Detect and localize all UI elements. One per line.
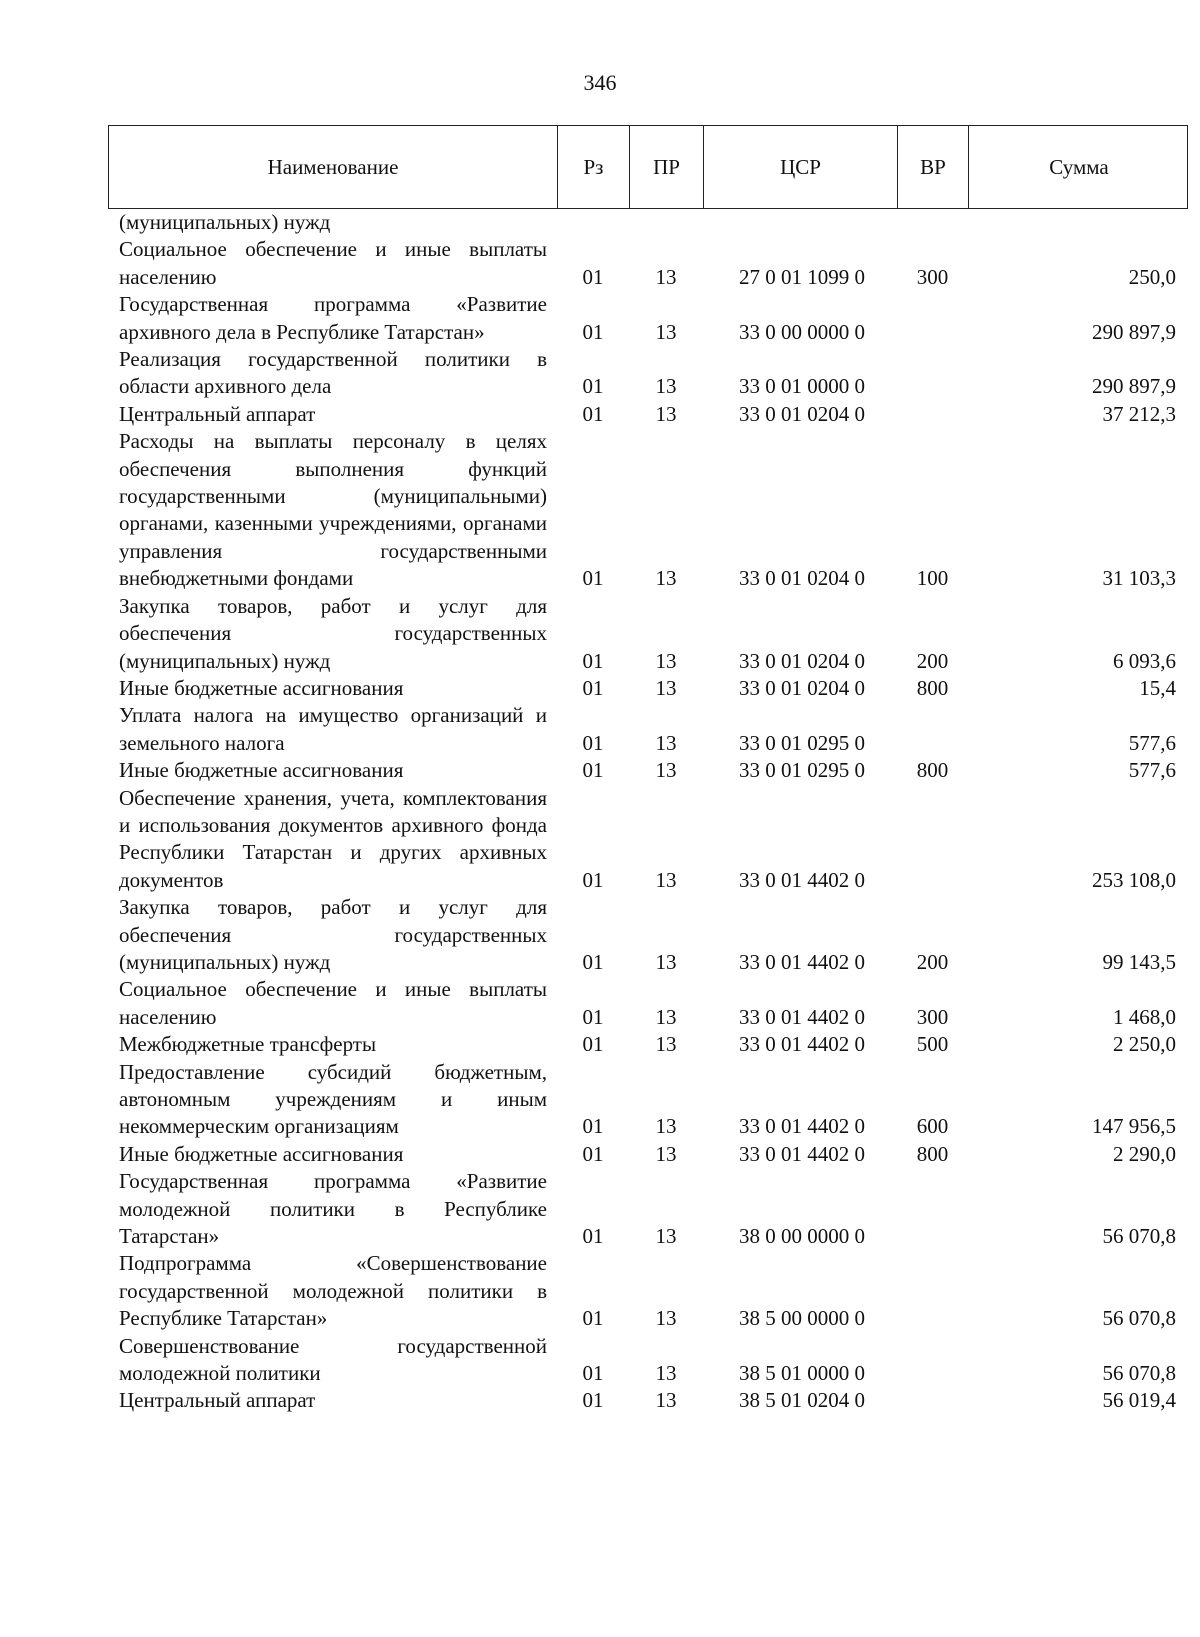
cell-csr: 33 0 01 4402 0 xyxy=(739,867,865,892)
cell-pr: 13 xyxy=(655,1388,677,1413)
cell-pr: 13 xyxy=(655,758,677,783)
header-name: Наименование xyxy=(109,126,558,208)
table-row xyxy=(108,291,1188,346)
cell-rz: 01 xyxy=(582,1032,604,1057)
cell-name: Расходы на выплаты персоналу в целях обеспечения выполнения функций государственными (муниципальными) органами, казенными учреждениями, органами управления государственными внебюджетными фондами xyxy=(119,429,547,591)
cell-name: Государственная программа «Развитие архивного дела в Республике Татарстан» xyxy=(119,292,547,344)
cell-vr: 300 xyxy=(916,1004,949,1029)
table-row xyxy=(108,593,1188,675)
cell-pr: 13 xyxy=(655,1361,677,1386)
cell-sum: 577,6 xyxy=(1128,730,1176,755)
cell-pr: 13 xyxy=(655,264,677,289)
cell-rz: 01 xyxy=(582,374,604,399)
cell-name: Совершенствование государственной молодежной политики xyxy=(119,1333,547,1386)
cell-pr: 13 xyxy=(655,675,677,700)
cell-csr: 33 0 01 4402 0 xyxy=(739,1141,865,1166)
cell-pr: 13 xyxy=(655,1114,677,1139)
cell-vr: 600 xyxy=(916,1114,949,1139)
cell-vr: 800 xyxy=(916,1141,949,1166)
header-csr: ЦСР xyxy=(704,126,898,208)
cell-csr: 33 0 01 0204 0 xyxy=(739,566,865,591)
table-row xyxy=(108,428,1188,592)
cell-pr: 13 xyxy=(655,648,677,673)
cell-csr: 38 5 01 0000 0 xyxy=(739,1361,865,1386)
cell-sum: 56 070,8 xyxy=(1102,1361,1176,1386)
table-row xyxy=(108,401,1188,428)
cell-pr: 13 xyxy=(655,566,677,591)
cell-rz: 01 xyxy=(582,730,604,755)
table-row xyxy=(108,346,1188,401)
cell-name: Социальное обеспечение и иные выплаты населению xyxy=(119,237,547,289)
cell-sum: 56 019,4 xyxy=(1102,1388,1176,1413)
cell-csr: 33 0 01 0295 0 xyxy=(739,730,865,755)
cell-rz: 01 xyxy=(582,675,604,700)
table-header xyxy=(108,125,1188,209)
cell-pr: 13 xyxy=(655,1224,677,1249)
cell-name: Обеспечение хранения, учета, комплектования и использования документов архивного фонда Республики Татарстан и других архивных документов xyxy=(119,785,547,892)
cell-vr: 200 xyxy=(916,949,949,974)
cell-name: Реализация государственной политики в области архивного дела xyxy=(119,347,547,399)
cell-name: Закупка товаров, работ и услуг для обеспечения государственных (муниципальных) нужд xyxy=(119,895,547,974)
cell-pr: 13 xyxy=(655,1032,677,1057)
cell-csr: 33 0 00 0000 0 xyxy=(739,319,865,344)
table-row xyxy=(108,894,1188,976)
table-row xyxy=(108,1059,1188,1141)
cell-name: Центральный аппарат xyxy=(119,1388,316,1413)
cell-vr: 300 xyxy=(916,264,949,289)
table-row xyxy=(108,1168,1188,1250)
header-vr: ВР xyxy=(898,126,969,208)
cell-csr: 33 0 01 4402 0 xyxy=(739,1004,865,1029)
cell-vr: 800 xyxy=(916,675,949,700)
cell-csr: 33 0 01 0204 0 xyxy=(739,675,865,700)
cell-name: Государственная программа «Развитие молодежной политики в Республике Татарстан» xyxy=(119,1169,547,1249)
cell-rz: 01 xyxy=(582,401,604,426)
cell-sum: 56 070,8 xyxy=(1102,1224,1176,1249)
cell-sum: 2 290,0 xyxy=(1113,1141,1176,1166)
cell-rz: 01 xyxy=(582,319,604,344)
header-sum: Сумма xyxy=(1049,154,1109,179)
cell-pr: 13 xyxy=(655,730,677,755)
table-row xyxy=(108,675,1188,702)
cell-rz: 01 xyxy=(582,566,604,591)
cell-pr: 13 xyxy=(655,319,677,344)
cell-name: (муниципальных) нужд xyxy=(119,210,331,234)
cell-vr: 200 xyxy=(916,648,949,673)
cell-csr: 33 0 01 4402 0 xyxy=(739,949,865,974)
cell-name: Уплата налога на имущество организаций и земельного налога xyxy=(119,703,547,755)
cell-sum: 250,0 xyxy=(1128,264,1176,289)
cell-sum: 37 212,3 xyxy=(1102,401,1176,426)
cell-sum: 2 250,0 xyxy=(1113,1032,1176,1057)
cell-pr: 13 xyxy=(655,949,677,974)
cell-name: Предоставление субсидий бюджетным, автономным учреждениям и иным некоммерческим организациям xyxy=(119,1059,547,1139)
table-row xyxy=(108,1333,1188,1388)
cell-pr: 13 xyxy=(655,374,677,399)
table-row xyxy=(108,785,1188,895)
cell-name: Социальное обеспечение и иные выплаты населению xyxy=(119,977,547,1029)
table-row xyxy=(108,1387,1188,1414)
table-row xyxy=(108,757,1188,784)
cell-vr: 800 xyxy=(916,758,949,783)
cell-name: Центральный аппарат xyxy=(119,401,316,426)
cell-rz: 01 xyxy=(582,1224,604,1249)
cell-vr: 500 xyxy=(916,1032,949,1057)
cell-sum: 290 897,9 xyxy=(1092,374,1176,399)
table-row xyxy=(108,976,1188,1031)
cell-csr: 38 5 01 0204 0 xyxy=(739,1388,865,1413)
cell-pr: 13 xyxy=(655,1141,677,1166)
table-row xyxy=(108,1250,1188,1332)
cell-csr: 27 0 01 1099 0 xyxy=(739,264,865,289)
cell-rz: 01 xyxy=(582,1306,604,1331)
cell-rz: 01 xyxy=(582,648,604,673)
cell-csr: 38 0 00 0000 0 xyxy=(739,1224,865,1249)
cell-csr: 33 0 01 0295 0 xyxy=(739,758,865,783)
cell-sum: 577,6 xyxy=(1128,758,1176,783)
cell-sum: 147 956,5 xyxy=(1092,1114,1176,1139)
cell-name: Закупка товаров, работ и услуг для обеспечения государственных (муниципальных) нужд xyxy=(119,593,547,673)
cell-name: Подпрограмма «Совершенствование государственной молодежной политики в Республике Татарстан» xyxy=(119,1251,547,1331)
header-pr: ПР xyxy=(630,126,704,208)
table-row xyxy=(108,1031,1188,1058)
cell-rz: 01 xyxy=(582,264,604,289)
cell-pr: 13 xyxy=(655,401,677,426)
cell-sum: 56 070,8 xyxy=(1102,1306,1176,1331)
cell-sum: 1 468,0 xyxy=(1113,1004,1176,1029)
cell-rz: 01 xyxy=(582,1141,604,1166)
cell-sum: 15,4 xyxy=(1139,675,1176,700)
table-row xyxy=(108,209,1188,236)
cell-csr: 38 5 00 0000 0 xyxy=(739,1306,865,1331)
cell-sum: 6 093,6 xyxy=(1113,648,1176,673)
cell-csr: 33 0 01 0204 0 xyxy=(739,648,865,673)
cell-csr: 33 0 01 0000 0 xyxy=(739,374,865,399)
cell-csr: 33 0 01 0204 0 xyxy=(739,401,865,426)
cell-rz: 01 xyxy=(582,1004,604,1029)
cell-name: Иные бюджетные ассигнования xyxy=(119,1141,404,1166)
cell-name: Иные бюджетные ассигнования xyxy=(119,758,404,783)
cell-sum: 253 108,0 xyxy=(1092,867,1176,892)
table-body xyxy=(108,209,1188,1415)
page-number: 346 xyxy=(583,70,617,95)
cell-rz: 01 xyxy=(582,949,604,974)
header-rz: Рз xyxy=(558,126,630,208)
table-row xyxy=(108,236,1188,291)
cell-csr: 33 0 01 4402 0 xyxy=(739,1114,865,1139)
cell-sum: 99 143,5 xyxy=(1102,949,1176,974)
cell-pr: 13 xyxy=(655,1306,677,1331)
cell-pr: 13 xyxy=(655,867,677,892)
table-row xyxy=(108,702,1188,757)
cell-name: Иные бюджетные ассигнования xyxy=(119,675,404,700)
cell-name: Межбюджетные трансферты xyxy=(119,1032,377,1057)
cell-rz: 01 xyxy=(582,1388,604,1413)
cell-rz: 01 xyxy=(582,1361,604,1386)
table-row xyxy=(108,1141,1188,1168)
cell-sum: 31 103,3 xyxy=(1102,566,1176,591)
cell-rz: 01 xyxy=(582,758,604,783)
cell-pr: 13 xyxy=(655,1004,677,1029)
cell-sum: 290 897,9 xyxy=(1092,319,1176,344)
cell-vr: 100 xyxy=(916,566,949,591)
cell-csr: 33 0 01 4402 0 xyxy=(739,1032,865,1057)
cell-rz: 01 xyxy=(582,1114,604,1139)
cell-rz: 01 xyxy=(582,867,604,892)
